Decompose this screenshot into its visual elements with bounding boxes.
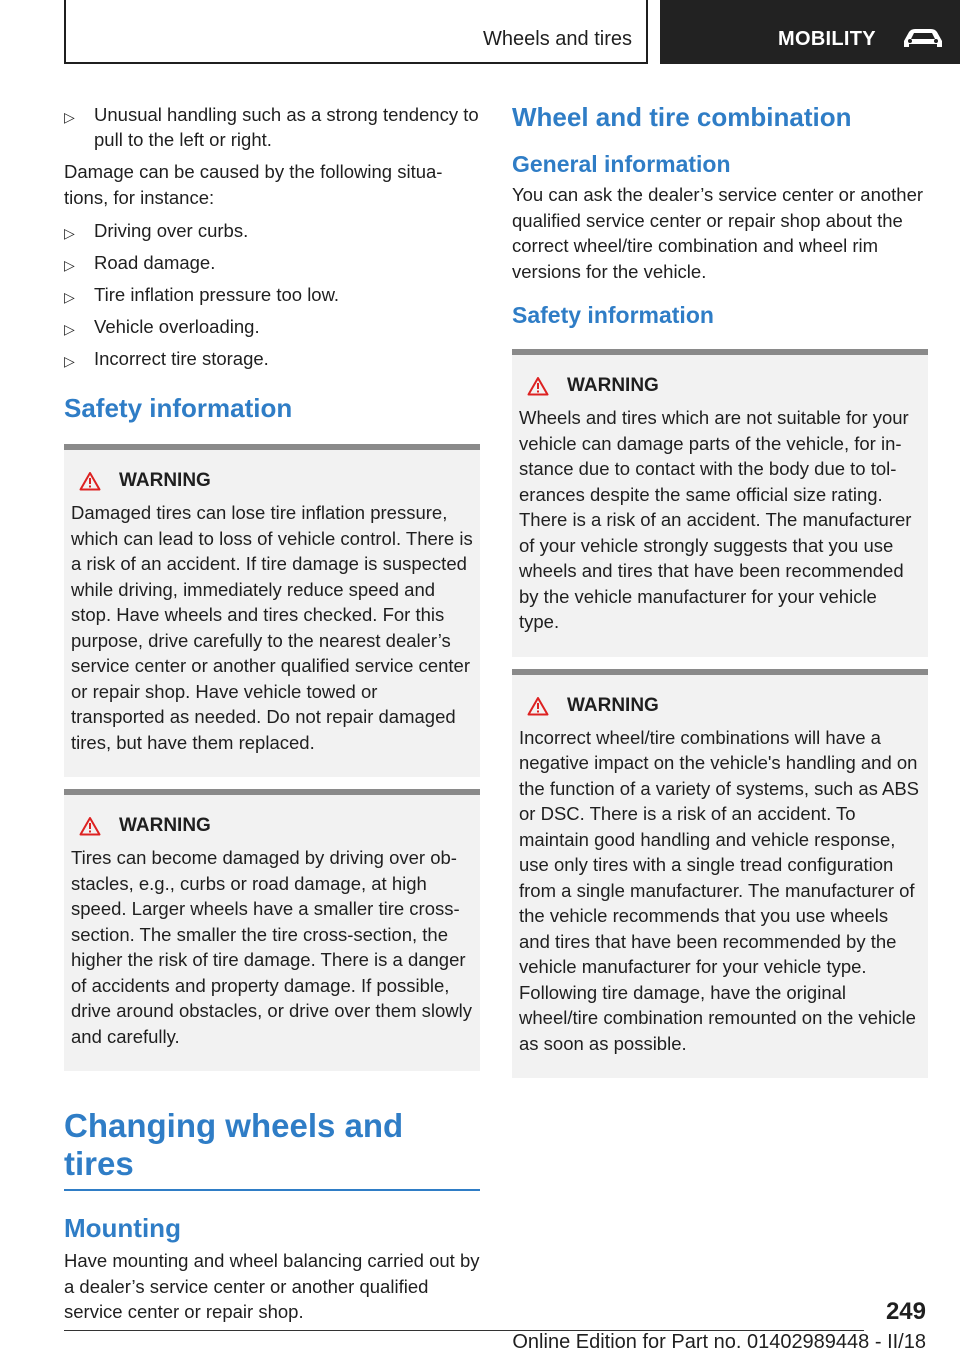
warning-triangle-icon — [79, 471, 101, 491]
changing-wheels-heading: Changing wheels and tires — [64, 1107, 404, 1182]
warning-label: WARNING — [567, 375, 659, 396]
header-section-title: Wheels and tires — [483, 28, 632, 50]
list-item: ▷ Incorrect tire storage. — [64, 346, 480, 371]
header-section-box — [64, 0, 648, 64]
page-number: 249 — [885, 1298, 926, 1325]
mounting-heading: Mounting — [64, 1213, 181, 1243]
bullet-triangle-icon: ▷ — [64, 353, 75, 369]
bullet-triangle-icon: ▷ — [64, 257, 75, 273]
mounting-text: Have mounting and wheel balancing carried out by a dealer’s service center or another qualified service center or repair shop. — [64, 1250, 480, 1322]
warning-triangle-icon — [79, 816, 101, 836]
bullet-triangle-icon: ▷ — [64, 289, 75, 305]
warning-box — [512, 349, 928, 657]
list-item: ▷ Vehicle overloading. — [64, 314, 480, 339]
list-item: ▷ Tire inflation pressure too low. — [64, 282, 480, 307]
warning-box — [64, 444, 480, 777]
warning-box — [64, 789, 480, 1071]
warning-text: Incorrect wheel/tire combinations will have a negative impact on the vehicle's handling and on the function of a variety of systems, such as ABS or DSC. There is a risk of an accident. To maintain good handling and vehicle response, use only tires with a single tread configuration from a single manufacturer. The manufacturer of the vehicle recommends that you use wheels and tires that have been recommended by the vehicle manufacturer for your vehicle type. Following tire damage, have the original wheel/tire combination remounted on the vehicle as soon as possible. — [519, 726, 919, 1054]
right-column — [512, 102, 928, 1078]
warning-label: WARNING — [119, 470, 211, 491]
warning-text: Damaged tires can lose tire inflation pressure, which can lead to loss of vehicle control. There is a risk of an accident. If tire damage is suspected while driving, immediately reduce speed and stop. Have wheels and tires checked. For this purpose, drive carefully to the nearest dealer’s service center or another qualified service center or repair shop. Have vehicle towed or transported as needed. Do not repair damaged tires, but have them replaced. — [71, 502, 473, 753]
list-item: ▷ Unusual handling such as a strong tendency to pull to the left or right. — [64, 104, 479, 150]
list-item: ▷ Driving over curbs. — [64, 218, 480, 243]
warning-text: Tires can become damaged by driving over obstacles, e.g., curbs or road damage, at high speed. Larger wheels have a smaller tire cross-section. The smaller the tire cross-section, the higher the risk of tire damage. There is a danger of accidents and property damage. If possible, drive around obstacles, or drive over them slowly and carefully. — [71, 847, 473, 1047]
header-chapter-title: MOBILITY — [778, 28, 876, 50]
bullet-triangle-icon: ▷ — [64, 225, 75, 241]
warning-triangle-icon — [527, 696, 549, 716]
header-chapter-tab — [660, 0, 960, 64]
general-information-text: You can ask the dealer’s service center or another qualified service center or repair shop about the correct wheel/tire combination and wheel rim versions for the vehicle. — [512, 184, 924, 282]
warning-label: WARNING — [567, 694, 659, 716]
bullet-triangle-icon: ▷ — [64, 321, 75, 337]
wheel-tire-combination-heading: Wheel and tire combination — [512, 102, 852, 132]
car-icon — [900, 27, 946, 56]
bullet-triangle-icon: ▷ — [64, 109, 75, 125]
safety-heading-right: Safety information — [512, 302, 714, 328]
warning-label: WARNING — [119, 815, 211, 836]
warning-text: Wheels and tires which are not suitable for your vehicle can damage parts of the vehicle, for instance due to contact with the body due to tolerances despite the same official size rating. There is a risk of an accident. The manufacturer of your vehicle strongly suggests that you use wheels and tires that have been recommended by the vehicle manufacturer for your vehicle type. — [519, 407, 912, 632]
general-information-heading: General information — [512, 151, 731, 177]
heading-rule — [64, 1189, 480, 1191]
safety-heading-left: Safety information — [64, 393, 293, 423]
damage-intro: Damage can be caused by the following situations, for instance: — [64, 161, 443, 208]
footer-edition: Online Edition for Part no. 01402989448 - II/18 — [512, 1331, 926, 1353]
warning-triangle-icon — [527, 376, 549, 396]
warning-box — [512, 669, 928, 1079]
left-column — [64, 102, 480, 1333]
list-item: ▷ Road damage. — [64, 250, 480, 275]
